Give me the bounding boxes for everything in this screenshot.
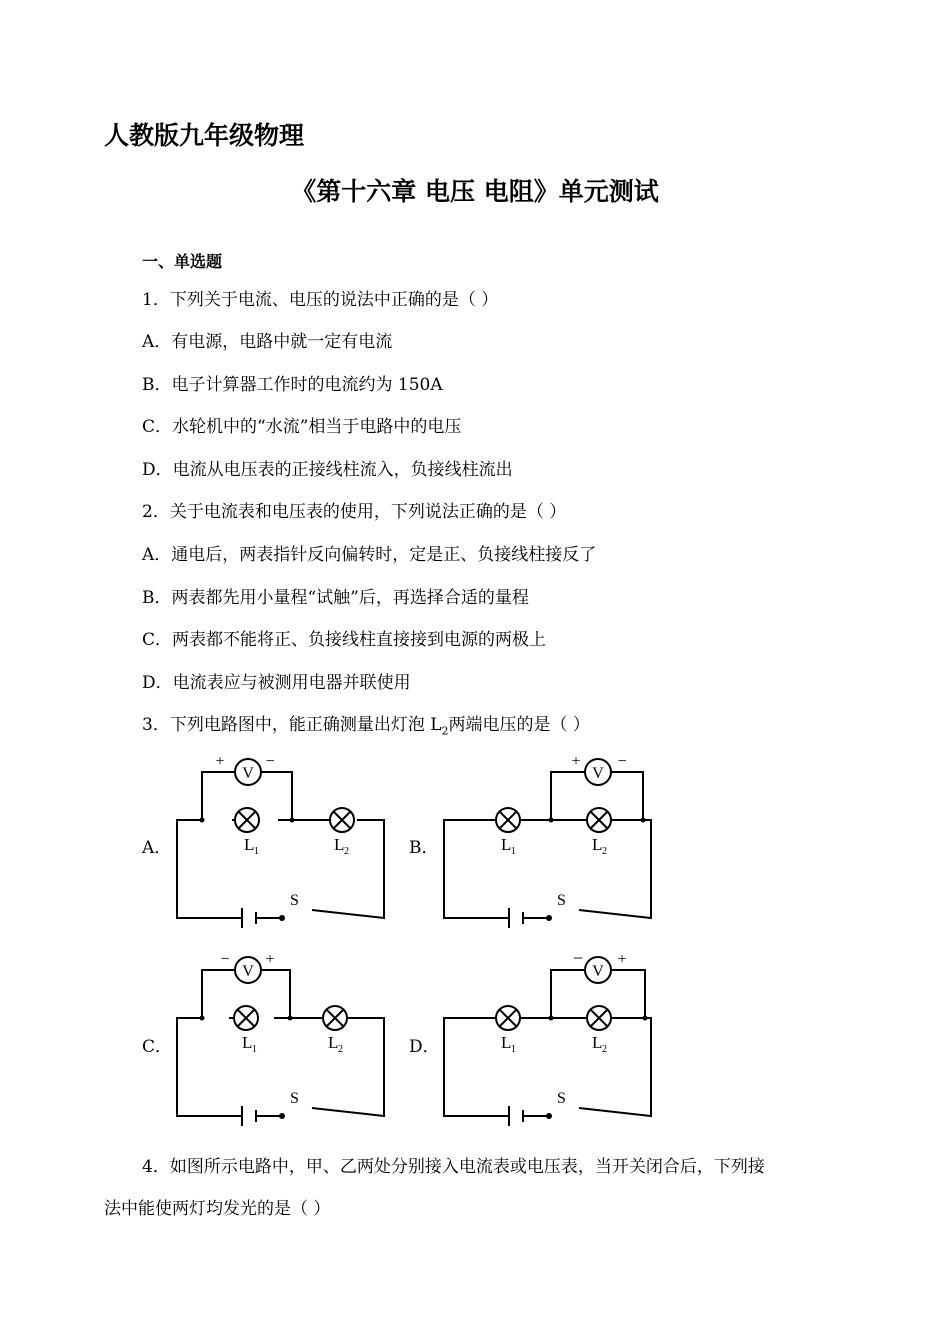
question-1-option-c: C．水轮机中的“水流”相当于电路中的电压 xyxy=(142,417,462,437)
svg-text:L: L xyxy=(501,1033,512,1052)
question-3-option-d-label: D． xyxy=(409,1037,440,1057)
svg-text:2: 2 xyxy=(344,846,349,857)
svg-text:−: − xyxy=(220,951,230,968)
svg-text:+: + xyxy=(265,951,275,968)
lamp-l1-icon xyxy=(496,808,520,832)
question-3-stem: 3．下列电路图中，能正确测量出灯泡 $L_2$两端电压的是（ ） xyxy=(142,715,590,738)
question-1-option-d: D．电流从电压表的正接线柱流入，负接线柱流出 xyxy=(142,460,513,480)
svg-text:S: S xyxy=(557,892,566,909)
lamp-l1-icon xyxy=(496,1006,520,1030)
lamp-l2-icon xyxy=(330,808,354,832)
lamp-l1-icon xyxy=(235,808,259,832)
svg-text:L: L xyxy=(328,1033,339,1052)
svg-text:2: 2 xyxy=(338,1044,343,1055)
svg-text:L: L xyxy=(334,835,345,854)
svg-text:V: V xyxy=(242,963,254,980)
lamp-l2-icon xyxy=(587,808,611,832)
lamp-l2-icon xyxy=(587,1006,611,1030)
voltmeter-icon xyxy=(585,759,611,785)
svg-text:S: S xyxy=(557,1090,566,1107)
svg-text:S: S xyxy=(290,892,299,909)
voltmeter-icon xyxy=(235,957,261,983)
svg-text:V: V xyxy=(592,963,604,980)
svg-text:+: + xyxy=(571,753,581,770)
question-4-stem-line-2: 法中能使两灯均发光的是（ ） xyxy=(104,1199,331,1219)
circuit-diagram-b xyxy=(439,750,659,930)
question-3-option-a-label: A． xyxy=(142,838,172,858)
section-heading: 一、单选题 xyxy=(142,252,223,271)
question-3-option-c-label: C． xyxy=(142,1037,173,1057)
circuit-diagram-d xyxy=(439,948,659,1128)
question-1-option-a: A．有电源，电路中就一定有电流 xyxy=(142,332,393,352)
svg-text:−: − xyxy=(617,753,627,770)
voltmeter-icon xyxy=(235,759,261,785)
svg-text:L: L xyxy=(242,1033,253,1052)
svg-text:+: + xyxy=(617,951,627,968)
question-1-stem: 1．下列关于电流、电压的说法中正确的是（ ） xyxy=(142,290,499,310)
svg-text:2: 2 xyxy=(602,846,607,857)
svg-text:V: V xyxy=(592,765,604,782)
question-2-stem: 2．关于电流表和电压表的使用，下列说法正确的是（ ） xyxy=(142,502,567,522)
svg-text:L: L xyxy=(501,835,512,854)
svg-text:L: L xyxy=(592,1033,603,1052)
question-2-option-c: C．两表都不能将正、负接线柱直接接到电源的两极上 xyxy=(142,630,547,650)
circuit-diagram-c xyxy=(172,948,392,1128)
svg-text:1: 1 xyxy=(511,1044,516,1055)
svg-text:+: + xyxy=(215,753,225,770)
svg-text:1: 1 xyxy=(254,846,259,857)
lamp-l2-icon xyxy=(323,1006,347,1030)
document-subtitle: 《第十六章 电压 电阻》单元测试 xyxy=(291,177,659,206)
question-1-option-b: B．电子计算器工作时的电流约为 150A xyxy=(142,375,443,395)
svg-text:−: − xyxy=(572,948,584,968)
question-3-option-b-label: B． xyxy=(409,838,439,858)
voltmeter-icon xyxy=(585,957,611,983)
svg-text:S: S xyxy=(290,1090,299,1107)
svg-text:L: L xyxy=(244,835,255,854)
document-title: 人教版九年级物理 xyxy=(104,121,305,150)
lamp-l1-icon xyxy=(234,1006,258,1030)
svg-text:1: 1 xyxy=(252,1044,257,1055)
svg-text:L: L xyxy=(592,835,603,854)
svg-text:−: − xyxy=(265,753,275,770)
circuit-diagram-a xyxy=(172,750,392,930)
svg-text:2: 2 xyxy=(602,1044,607,1055)
question-2-option-b: B．两表都先用小量程“试触”后，再选择合适的量程 xyxy=(142,588,529,608)
question-4-stem-line-1: 4．如图所示电路中，甲、乙两处分别接入电流表或电压表，当开关闭合后，下列接 xyxy=(142,1157,765,1177)
question-2-option-a: A．通电后，两表指针反向偏转时，定是正、负接线柱接反了 xyxy=(142,545,597,565)
question-2-option-d: D．电流表应与被测用电器并联使用 xyxy=(142,673,411,693)
svg-text:V: V xyxy=(242,765,254,782)
svg-text:1: 1 xyxy=(511,846,516,857)
